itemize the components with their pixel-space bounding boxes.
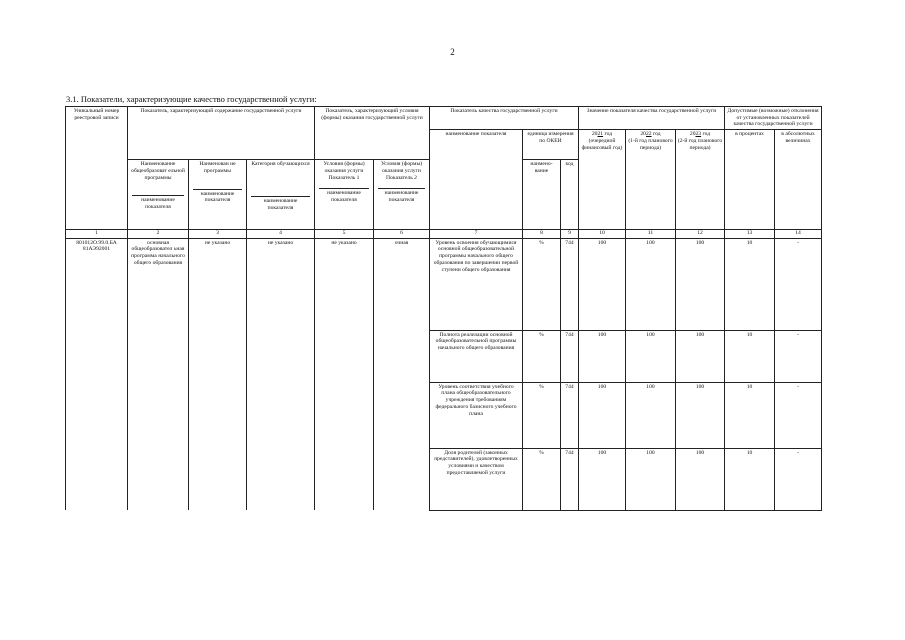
- indicator-deviation-absolute: -: [775, 448, 822, 510]
- header-deviation-absolute: в абсолютных величинах: [775, 130, 822, 230]
- col-number: 14: [775, 230, 822, 239]
- section-heading: 3.1. Показатели, характеризующие качество государственной услуги:: [66, 94, 317, 104]
- table-row: [66, 238, 822, 330]
- indicator-value-3: 100: [676, 330, 725, 382]
- col-number: 4: [247, 230, 315, 239]
- col-number: 13: [725, 230, 775, 239]
- indicator-deviation-absolute: -: [775, 382, 822, 448]
- indicator-deviation-absolute: -: [775, 330, 822, 382]
- header-content-group: Показатель, характеризующий содержание государственной услуги: [128, 107, 315, 160]
- indicator-value-3: 100: [676, 382, 725, 448]
- indicator-value-2: 100: [626, 238, 676, 330]
- record-cell-5: не указано: [315, 238, 374, 510]
- indicator-unit: %: [523, 330, 561, 382]
- record-id: 801012О.99.0.БА 81АЭ92001: [66, 238, 128, 510]
- record-cell-6: очная: [374, 238, 430, 510]
- col-number: 3: [189, 230, 247, 239]
- col-number: 2: [128, 230, 189, 239]
- indicator-code: 744: [561, 382, 579, 448]
- indicator-value-3: 100: [676, 238, 725, 330]
- indicator-value-2: 100: [626, 382, 676, 448]
- indicator-value-1: 100: [579, 238, 626, 330]
- header-row-top: [66, 107, 822, 130]
- indicator-code: 744: [561, 238, 579, 330]
- indicator-value-1: 100: [579, 448, 626, 510]
- indicator-value-2: 100: [626, 448, 676, 510]
- indicator-unit: %: [523, 382, 561, 448]
- indicator-deviation-percent: 10: [725, 448, 775, 510]
- col-number: 1: [66, 230, 128, 239]
- header-year-3: 2023 год (2-й год планового периода): [676, 130, 725, 230]
- column-numbers-row: [66, 230, 822, 239]
- col-number: 6: [374, 230, 430, 239]
- col-number: 12: [676, 230, 725, 239]
- indicator-value-1: 100: [579, 382, 626, 448]
- indicator-unit: %: [523, 448, 561, 510]
- header-sub-4: Условия (формы) оказания услуги Показатель 1 наименование показателя: [315, 160, 374, 230]
- header-value-group: Значение показателя качества государственной услуги: [579, 107, 725, 130]
- col-number: 11: [626, 230, 676, 239]
- indicator-name: Полнота реализации основной общеобразовательной программы начального общего образования: [430, 330, 523, 382]
- record-program: основная общеобразовател ьная программа начального общего образования: [128, 238, 189, 510]
- indicator-deviation-percent: 10: [725, 382, 775, 448]
- header-sub-5: Условия (формы) оказания услуги Показатель 2 наименование показателя: [374, 160, 430, 230]
- col-number: 5: [315, 230, 374, 239]
- header-conditions-group: Показатель, характеризующий условия (формы) оказания государственной услуги: [315, 107, 430, 160]
- page-number: 2: [450, 47, 455, 57]
- col-number: 7: [430, 230, 523, 239]
- col-number: 10: [579, 230, 626, 239]
- header-sub-2: Наименован ие программы наименование показателя: [189, 160, 247, 230]
- indicator-code: 744: [561, 330, 579, 382]
- header-year-2: 2022 год (1-й год планового периода): [626, 130, 676, 230]
- header-record-id: Уникальный номер реестровой записи: [66, 107, 128, 230]
- indicator-deviation-percent: 10: [725, 330, 775, 382]
- indicator-value-3: 100: [676, 448, 725, 510]
- header-sub-1: Наименование общеобразоват ельной программы наименование показателя: [128, 160, 189, 230]
- header-deviation-group: Допустимые (возможные) отклонения от установленных показателей качества государственной услуги: [725, 107, 822, 130]
- col-number: 9: [561, 230, 579, 239]
- indicator-code: 744: [561, 448, 579, 510]
- indicator-value-2: 100: [626, 330, 676, 382]
- header-unit-name: наимено-вание: [523, 160, 561, 230]
- table-body-frame: [65, 106, 821, 523]
- indicator-name: Уровень освоения обучающимися основной общеобразовательной программы начального общего образования по завершении первой ступени общего образования: [430, 238, 523, 330]
- record-cell-4: не указано: [247, 238, 315, 510]
- header-quality-group: Показатель качества государственной услуги: [430, 107, 579, 130]
- header-year-1: 2021 год (очередной финансовый год): [579, 130, 626, 230]
- header-deviation-percent: в процентах: [725, 130, 775, 230]
- header-sub-3: Категория обучающихся наименование показателя: [247, 160, 315, 230]
- indicator-deviation-percent: 10: [725, 238, 775, 330]
- indicator-value-1: 100: [579, 330, 626, 382]
- quality-table: [65, 106, 822, 511]
- header-unit: единица измерения по ОКЕИ: [523, 130, 579, 160]
- indicator-unit: %: [523, 238, 561, 330]
- header-unit-code: код: [561, 160, 579, 230]
- record-cell-3: не указано: [189, 238, 247, 510]
- indicator-name: Уровень соответствия учебного плана общеобразовательного учреждения требованиям федерального базисного учебного плана: [430, 382, 523, 448]
- header-indicator-name: наименование показателя: [430, 130, 523, 230]
- indicator-name: Доля родителей (законных представителей), удовлетворенных условиями и качеством предоставляемой услуги: [430, 448, 523, 510]
- indicator-deviation-absolute: -: [775, 238, 822, 330]
- col-number: 8: [523, 230, 561, 239]
